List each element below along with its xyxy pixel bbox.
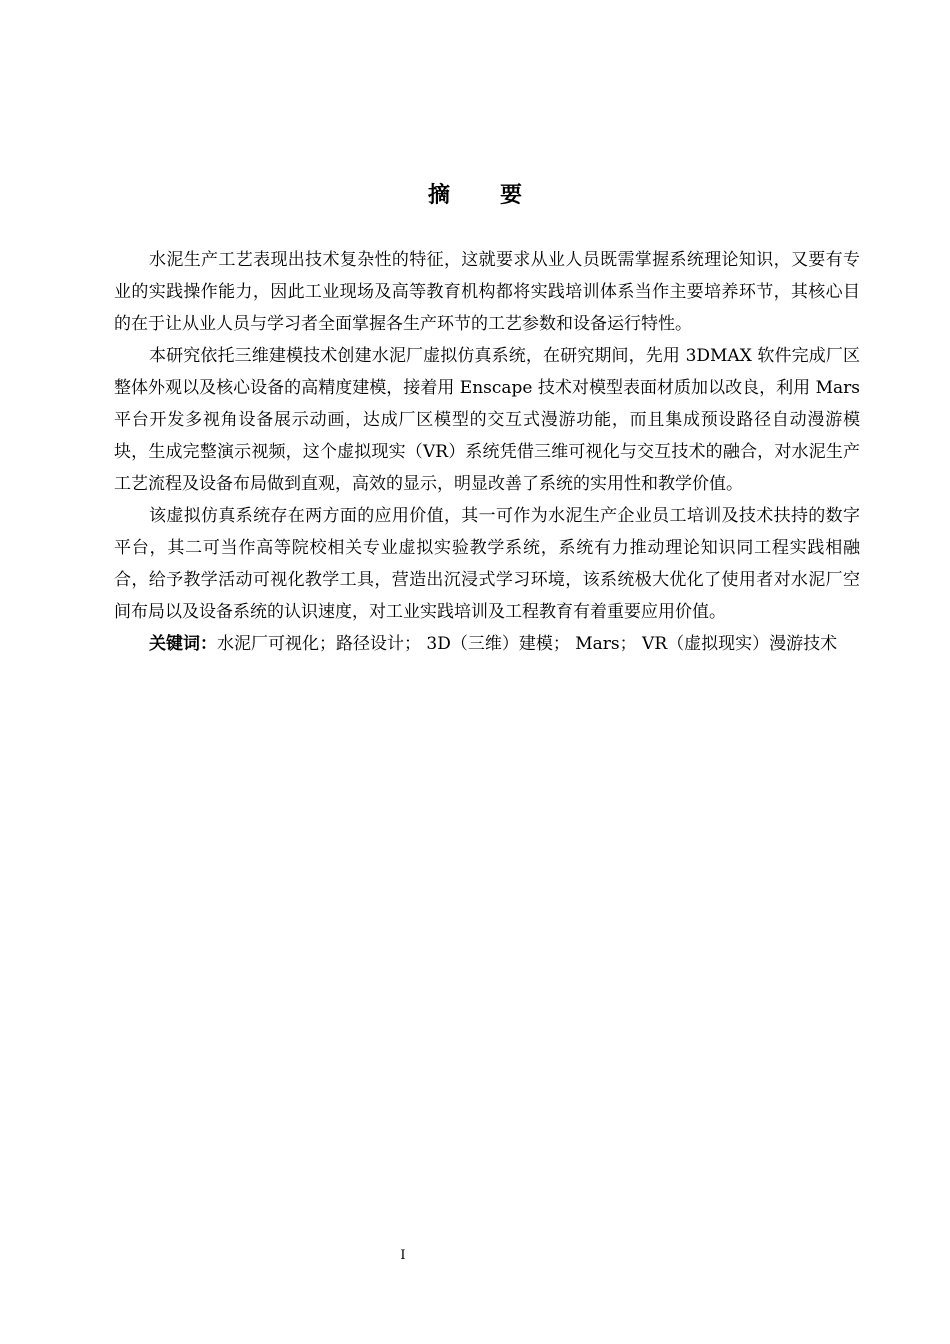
keywords-text: 水泥厂可视化；路径设计； 3D（三维）建模； Mars； VR（虚拟现实）漫游技术 [217, 634, 838, 654]
abstract-paragraph-3: 该虚拟仿真系统存在两方面的应用价值，其一可作为水泥生产企业员工培训及技术扶持的数字平台，其二可当作高等院校相关专业虚拟实验教学系统，系统有力推动理论知识同工程实践相融合，给予教学活动可视化教学工具，营造出沉浸式学习环境，该系统极大优化了使用者对水泥厂空间布局以及设备系统的认识速度，对工业实践培训及工程教育有着重要应用价值。 [114, 506, 860, 622]
title-char-1: 摘 [427, 183, 450, 208]
abstract-paragraph-1: 水泥生产工艺表现出技术复杂性的特征，这就要求从业人员既需掌握系统理论知识，又要有专业的实践操作能力，因此工业现场及高等教育机构都将实践培训体系当作主要培养环节，其核心目的在于让从业人员与学习者全面掌握各生产环节的工艺参数和设备运行特性。 [114, 250, 860, 334]
keywords-line [114, 628, 860, 660]
abstract-paragraph-2: 本研究依托三维建模技术创建水泥厂虚拟仿真系统，在研究期间，先用 3DMAX 软件完成厂区整体外观以及核心设备的高精度建模，接着用 Enscape 技术对模型表面材质加以改良，利用 Mars 平台开发多视角设备展示动画，达成厂区模型的交互式漫游功能，而且集成预设路径自动漫游模块，生成完整演示视频，这个虚拟现实（VR）系统凭借三维可视化与交互技术的融合，对水泥生产工艺流程及设备布局做到直观，高效的显示，明显改善了系统的实用性和教学价值。 [114, 346, 860, 494]
abstract-body [114, 244, 860, 660]
title-char-2: 要 [500, 183, 523, 208]
page-title [0, 178, 950, 209]
page-number: I [400, 1248, 406, 1263]
keywords-label: 关键词： [149, 634, 217, 654]
